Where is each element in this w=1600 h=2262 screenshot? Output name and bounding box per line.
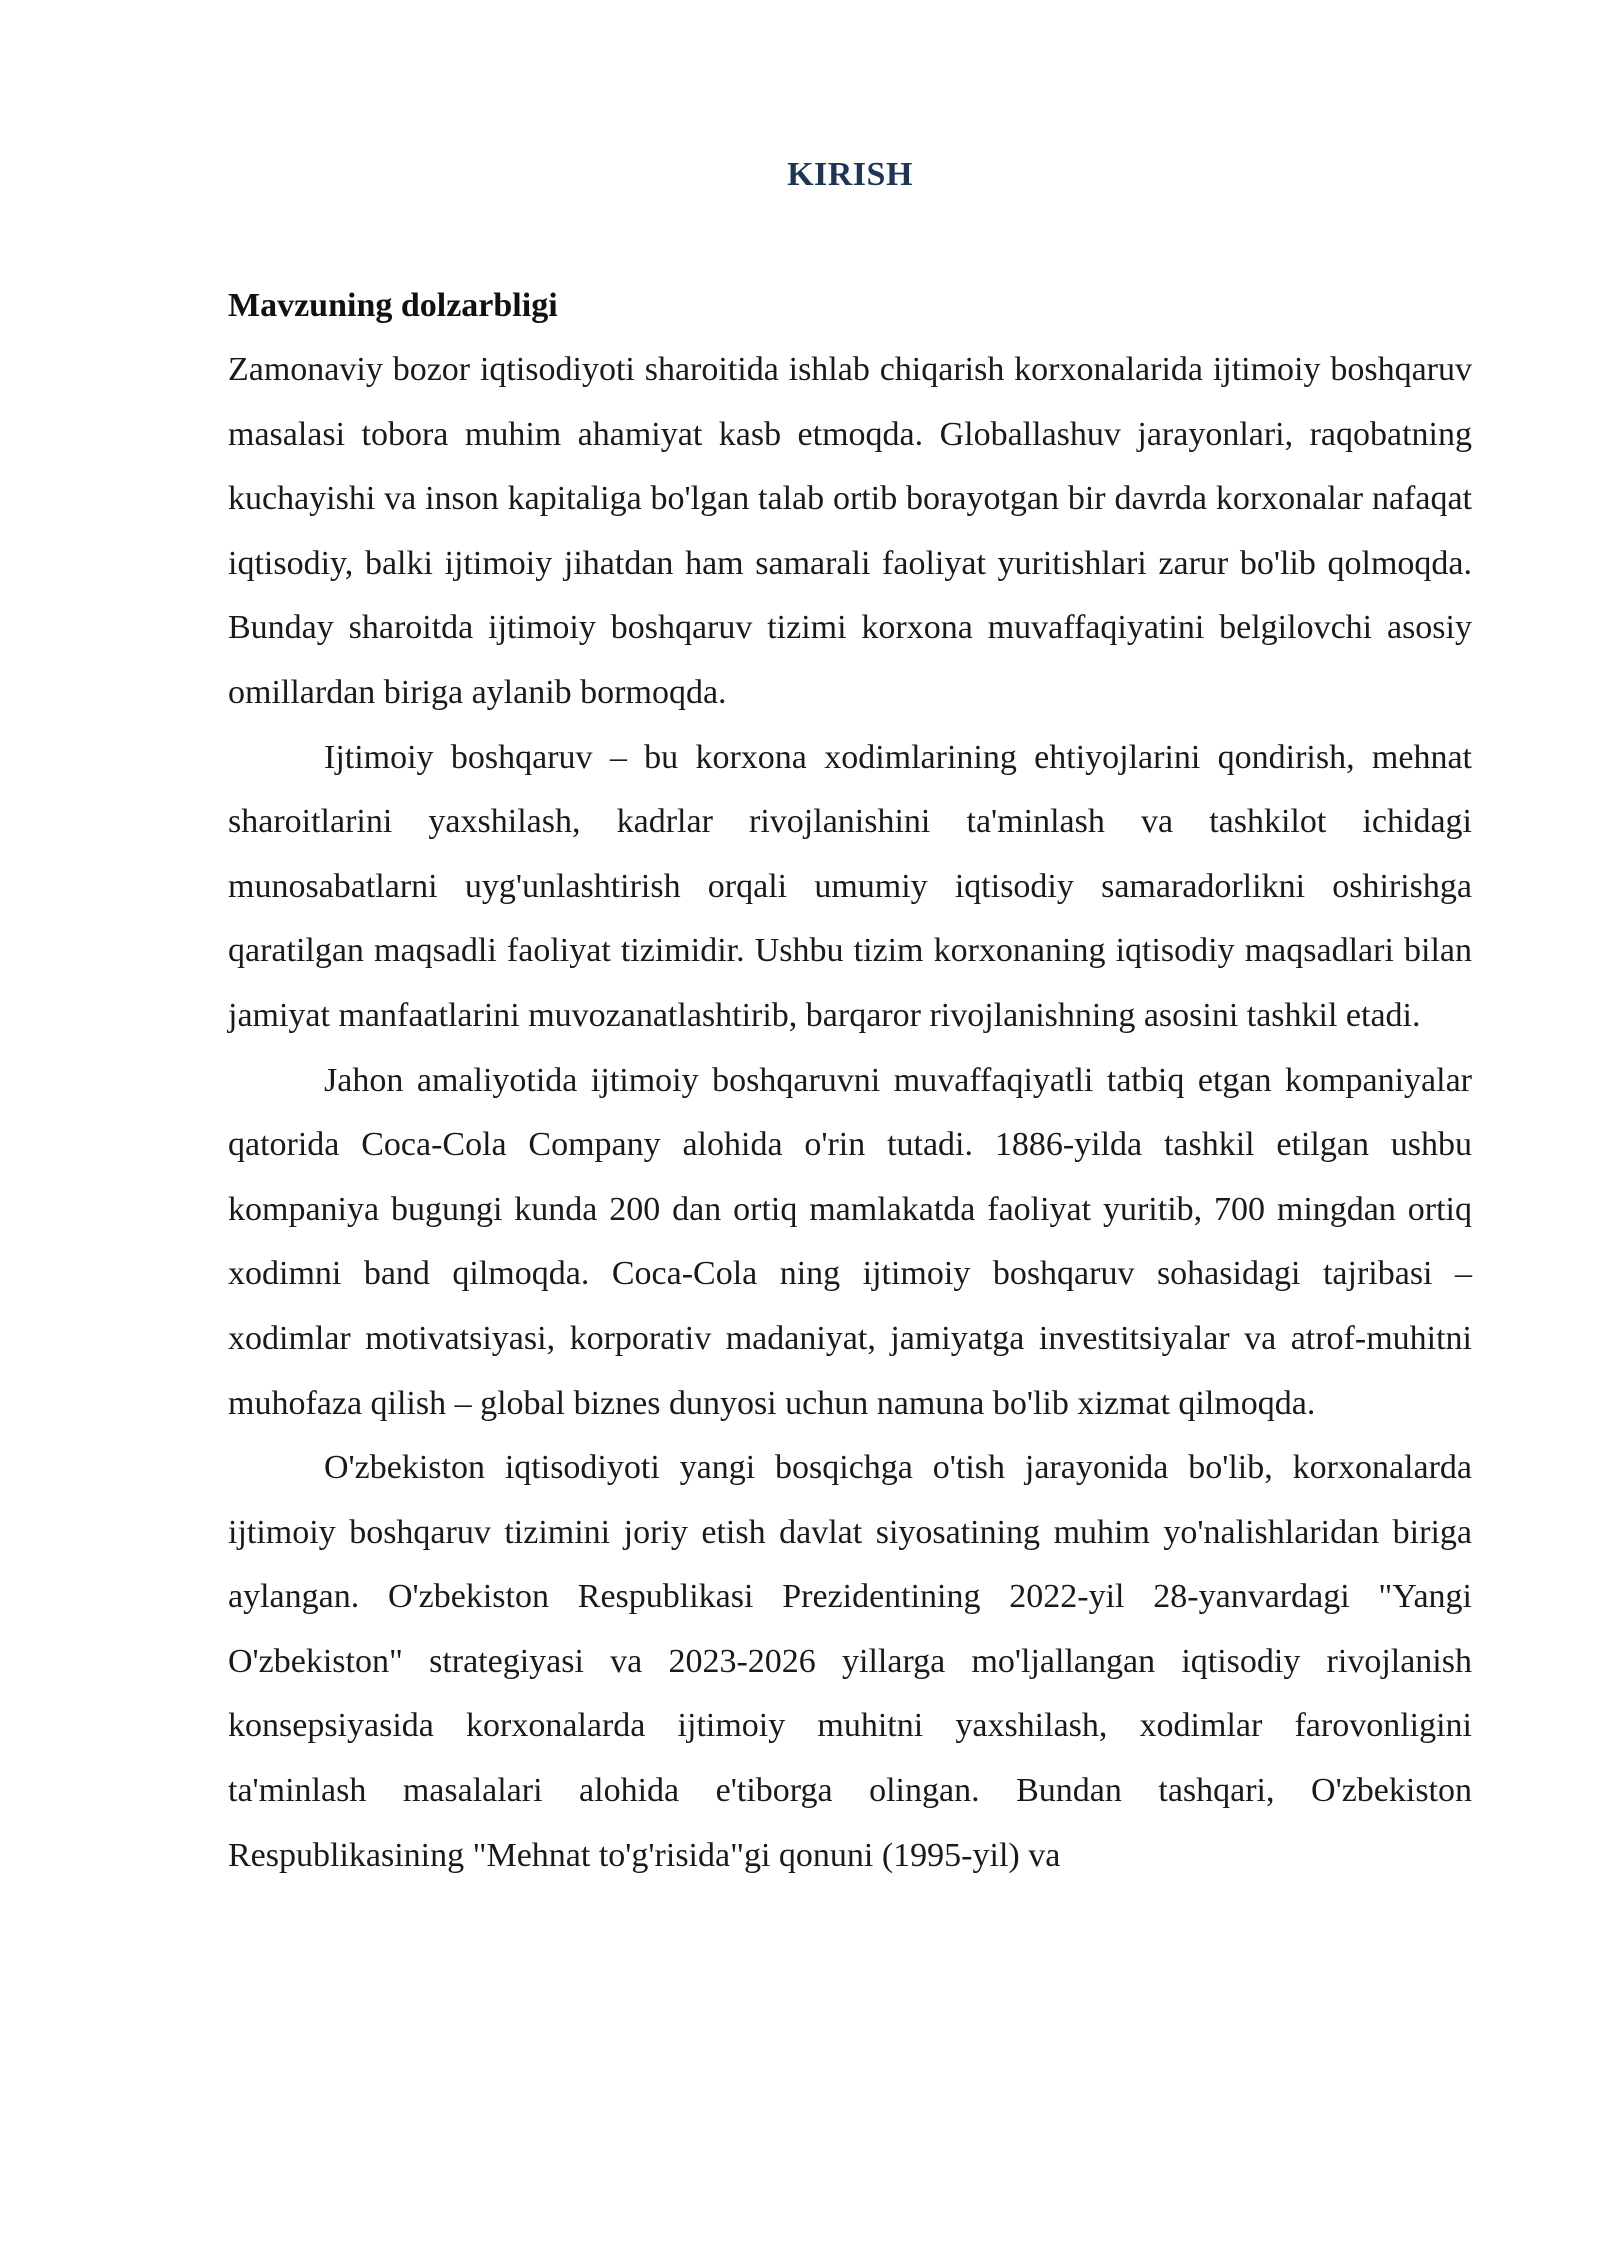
paragraph-4: O'zbekiston iqtisodiyoti yangi bosqichga o'tish jarayonida bo'lib, korxonalarda ijtimoiy boshqaruv tizimini joriy etish davlat siyosatining muhim yo'nalishlaridan biriga aylangan. O'zbekiston Respublikasi Prezidentining 2022-yil 28-yanvardagi "Yangi O'zbekiston" strategiyasi va 2023-2026 yillarga mo'ljallangan iqtisodiy rivojlanish konsepsiyasida korxonalarda ijtimoiy muhitni yaxshilash, xodimlar farovonligini ta'minlash masalalari alohida e'tiborga olingan. Bundan tashqari, O'zbekiston Respublikasining "Mehnat to'g'risida"gi qonuni (1995-yil) va <box>228 1449 1472 1874</box>
document-body <box>228 148 1472 1888</box>
paragraph-3: Jahon amaliyotida ijtimoiy boshqaruvni muvaffaqiyatli tatbiq etgan kompaniyalar qatorida Coca-Cola Company alohida o'rin tutadi. 1886-yilda tashkil etilgan ushbu kompaniya bugungi kunda 200 dan ortiq mamlakatda faoliyat yuritib, 700 mingdan ortiq xodimni band qilmoqda. Coca-Cola ning ijtimoiy boshqaruv sohasidagi tajribasi – xodimlar motivatsiyasi, korporativ madaniyat, jamiyatga investitsiyalar va atrof-muhitni muhofaza qilish – global biznes dunyosi uchun namuna bo'lib xizmat qilmoqda. <box>228 1061 1472 1422</box>
paragraph-2: Ijtimoiy boshqaruv – bu korxona xodimlarining ehtiyojlarini qondirish, mehnat sharoitlarini yaxshilash, kadrlar rivojlanishini ta'minlash va tashkilot ichidagi munosabatlarni uyg'unlashtirish orqali umumiy iqtisodiy samaradorlikni oshirishga qaratilgan maqsadli faoliyat tizimidir. Ushbu tizim korxonaning iqtisodiy maqsadlari bilan jamiyat manfaatlarini muvozanatlashtirib, barqaror rivojlanishning asosini tashkil etadi. <box>228 738 1472 1034</box>
paragraph-1: Zamonaviy bozor iqtisodiyoti sharoitida ishlab chiqarish korxonalarida ijtimoiy boshqaruv masalasi tobora muhim ahamiyat kasb etmoqda. Globallashuv jarayonlari, raqobatning kuchayishi va inson kapitaliga bo'lgan talab ortib borayotgan bir davrda korxonalar nafaqat iqtisodiy, balki ijtimoiy jihatdan ham samarali faoliyat yuritishlari zarur bo'lib qolmoqda. Bunday sharoitda ijtimoiy boshqaruv tizimi korxona muvaffaqiyatini belgilovchi asosiy omillardan biriga aylanib bormoqda. <box>228 351 1472 711</box>
section-heading: Mavzuning dolzarbligi <box>228 287 558 324</box>
page-title: KIRISH <box>787 156 913 193</box>
